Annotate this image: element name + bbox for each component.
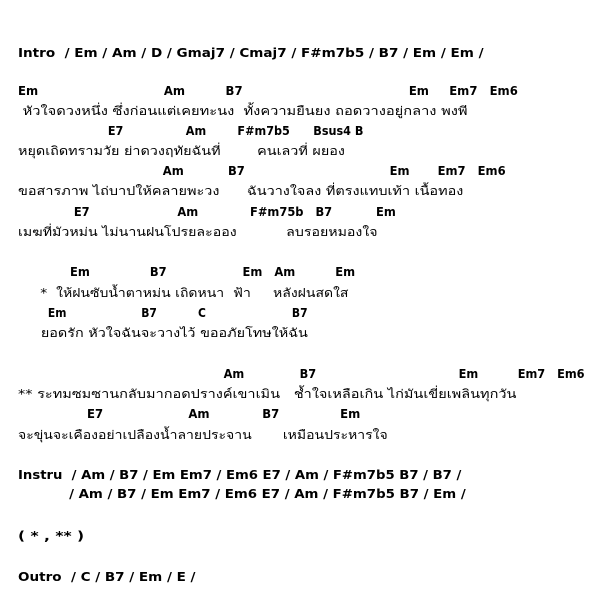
lyric-line: * ให้ฝนซับน้ำตาหม่น เถิดหนา ฟ้า หลังฝนสดใส bbox=[18, 286, 349, 300]
lyric-line: จะขุ่นจะเคืองอย่าเปลืองน้ำลายประจาน เหมือนประหารใจ bbox=[18, 428, 388, 442]
lyric-line: เมฆที่มัวหม่น ไม่นานฝนโปรยละออง ลบรอยหมองใจ bbox=[18, 225, 378, 239]
intro-line: Intro / Em / Am / D / Gmaj7 / Cmaj7 / F#m7b5 / B7 / Em / Em / bbox=[18, 46, 484, 60]
instru-line: Instru / Am / B7 / Em Em7 / Em6 E7 / Am / F#m7b5 B7 / B7 / bbox=[18, 468, 462, 482]
chord-line: Am B7 Em Em7 Em6 bbox=[18, 367, 585, 381]
instru-line: / Am / B7 / Em Em7 / Em6 E7 / Am / F#m7b5 B7 / Em / bbox=[18, 487, 466, 501]
chord-line: Em B7 C B7 bbox=[18, 306, 308, 320]
outro-line: Outro / C / B7 / Em / E / bbox=[18, 570, 196, 584]
chord-line: E7 Am F#m75b B7 Em bbox=[18, 205, 396, 219]
repeat-marker: ( * , ** ) bbox=[18, 529, 85, 543]
chord-line: Em Am B7 Em Em7 Em6 bbox=[18, 84, 518, 98]
chord-line: Em B7 Em Am Em bbox=[18, 265, 356, 279]
lyric-line: ** ระทมซมซานกลับมากอดปรางค์เขาเมิน ช้ำใจเหลือเกิน ไก่มันเขี่ยเพลินทุกวัน bbox=[18, 387, 517, 401]
chord-line: E7 Am B7 Em bbox=[18, 407, 361, 421]
lyric-line: หยุดเถิดทรามวัย ย่าดวงฤทัยฉันที่ คนเลวที่ ผยอง bbox=[18, 144, 345, 158]
lyric-line: ยอดรัก หัวใจฉันจะวางไว้ ขออภัยโทษให้ฉัน bbox=[18, 326, 308, 340]
lyric-line: หัวใจดวงหนึ่ง ซึ่งก่อนแต่เคยทะนง ทั้งความยืนยง ถอดวางอยู่กลาง พงพี bbox=[18, 104, 468, 118]
chord-line: Am B7 Em Em7 Em6 bbox=[18, 164, 506, 178]
lyric-line: ขอสารภาพ ไถ่บาปให้คลายพะวง ฉันวางใจลง ที่ตรงแทบเท้า เนื้อทอง bbox=[18, 184, 464, 198]
chord-line: E7 Am F#m7b5 Bsus4 B bbox=[18, 124, 364, 138]
